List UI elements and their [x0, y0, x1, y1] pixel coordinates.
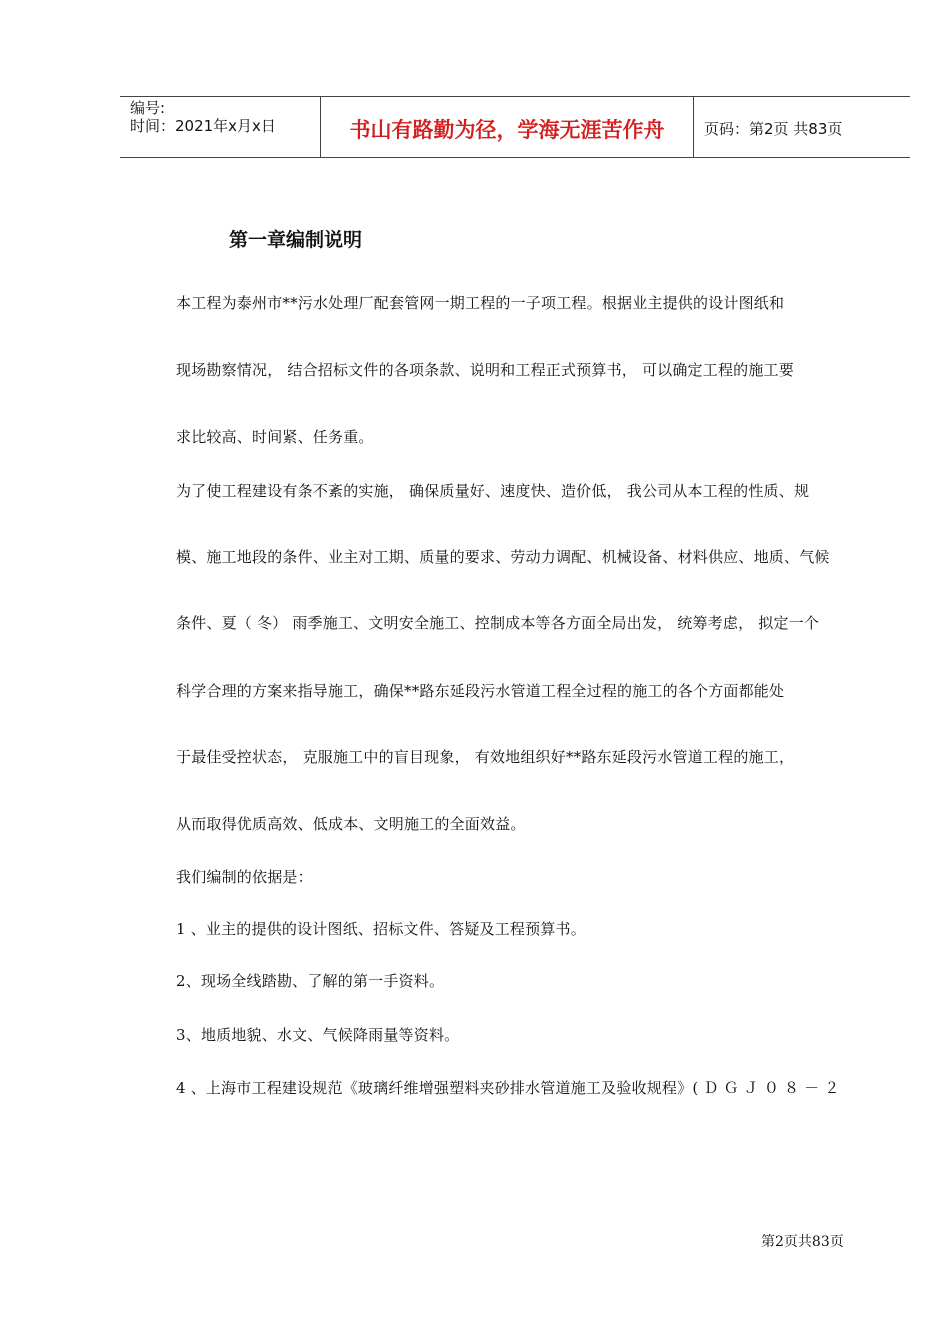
body-line: 求比较高、时间紧、任务重。: [176, 428, 374, 446]
body-line: 为了使工程建设有条不紊的实施， 确保质量好、速度快、造价低， 我公司从本工程的性质、规: [176, 482, 810, 500]
page-footer: 第2页共83页: [761, 1234, 844, 1250]
document-time-label: 时间：2021年x月x日: [130, 117, 276, 135]
header-motto-cell: [321, 97, 694, 157]
body-line: 3、地质地貌、水文、气候降雨量等资料。: [176, 1026, 460, 1044]
body-line: 从而取得优质高效、低成本、文明施工的全面效益。: [176, 815, 526, 833]
header-info-cell: [120, 97, 321, 157]
body-line: 1 、业主的提供的设计图纸、招标文件、答疑及工程预算书。: [176, 920, 586, 938]
body-line: 现场勘察情况， 结合招标文件的各项条款、说明和工程正式预算书， 可以确定工程的施工要: [176, 361, 794, 379]
body-line: 我们编制的依据是：: [176, 868, 313, 886]
header-motto: 书山有路勤为径，学海无涯苦作舟: [349, 118, 665, 142]
body-line: 4 、上海市工程建设规范《玻璃纤维增强塑料夹砂排水管道施工及验收规程》( Ｄ Ｇ Ｊ ０ ８ － ２: [176, 1079, 840, 1097]
body-line: 条件、夏（ 冬） 雨季施工、文明安全施工、控制成本等各方面全局出发， 统筹考虑， 拟定一个: [176, 614, 820, 632]
body-line: 模、施工地段的条件、业主对工期、质量的要求、劳动力调配、机械设备、材料供应、地质、气候: [176, 548, 830, 566]
header-page-code: 页码：第2页 共83页: [704, 120, 843, 138]
body-line: 于最佳受控状态， 克服施工中的盲目现象， 有效地组织好**路东延段污水管道工程的施工，: [176, 748, 795, 766]
body-line: 2、现场全线踏勘、了解的第一手资料。: [176, 972, 445, 990]
header-page-cell: [694, 97, 910, 157]
body-line: 本工程为泰州市**污水处理厂配套管网一期工程的一子项工程。根据业主提供的设计图纸和: [176, 294, 785, 312]
page-header: [120, 96, 910, 158]
body-line: 科学合理的方案来指导施工，确保**路东延段污水管道工程全过程的施工的各个方面都能处: [176, 682, 785, 700]
chapter-title: 第一章编制说明: [229, 229, 363, 251]
document-number-label: 编号:: [130, 99, 166, 117]
